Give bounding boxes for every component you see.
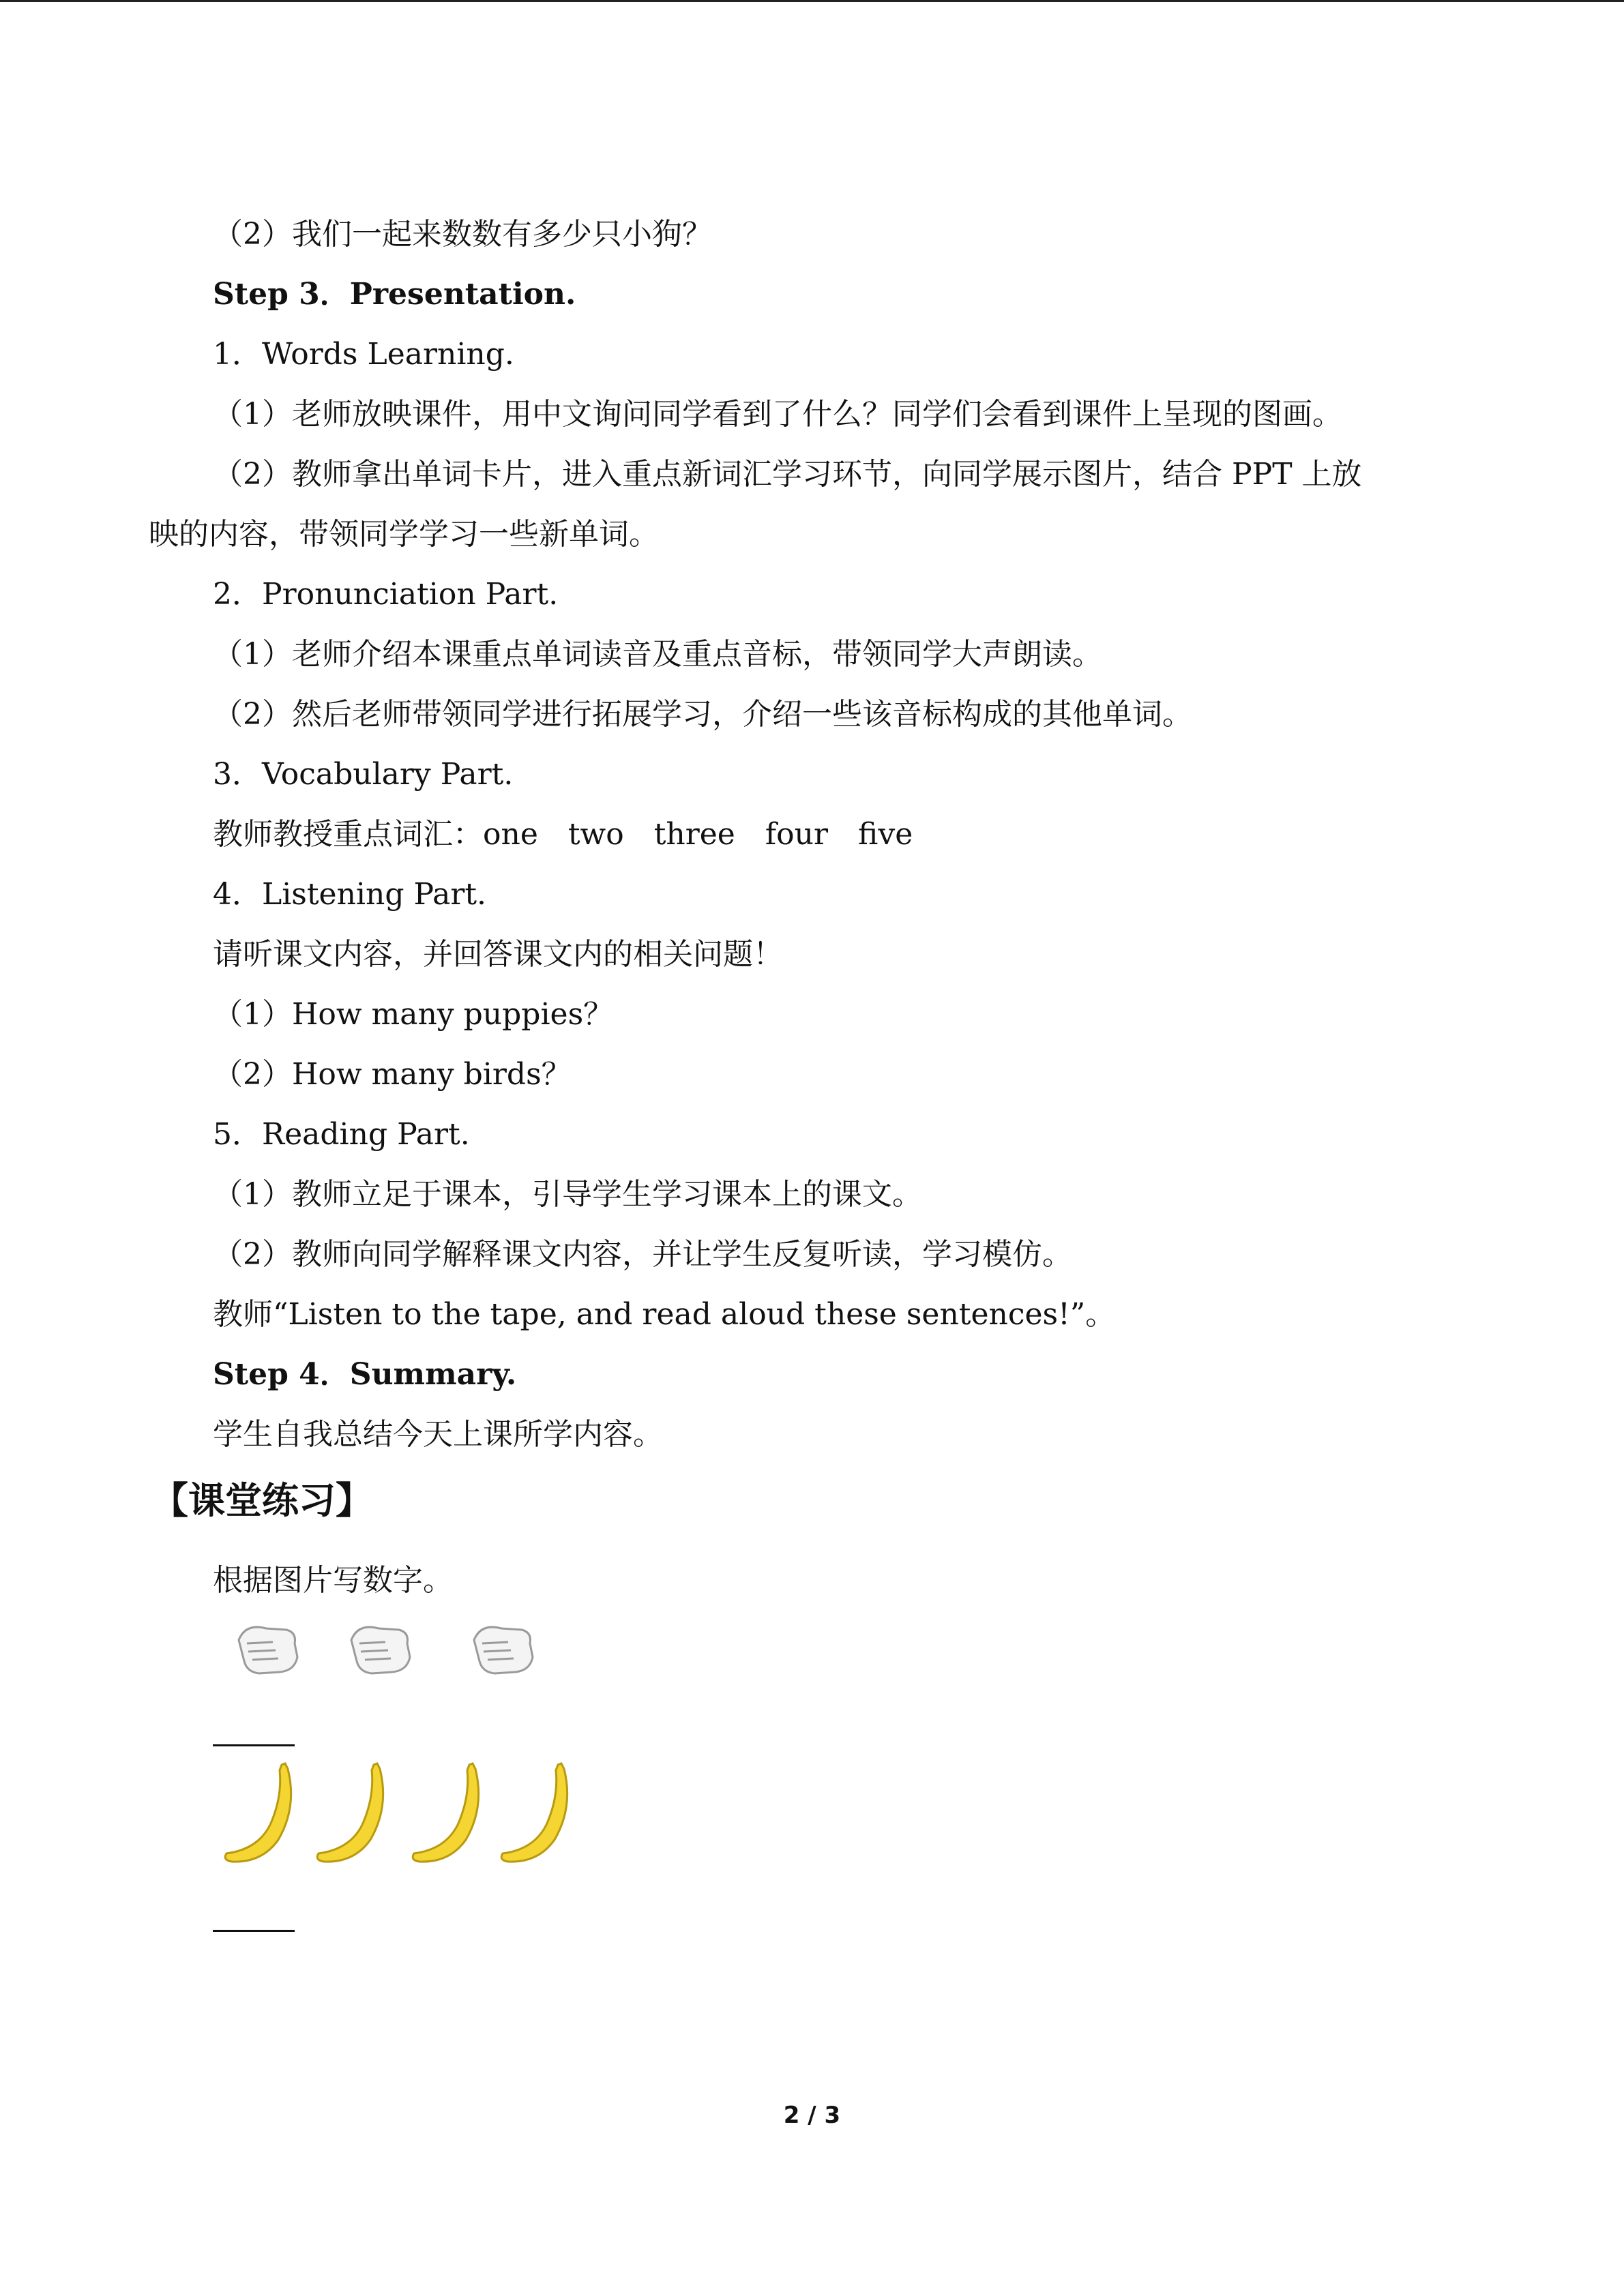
section-title: 4．Listening Part. xyxy=(213,877,487,912)
gloves-illustration xyxy=(232,1616,559,1678)
step-heading: Step 3．Presentation. xyxy=(213,277,576,312)
section-title: 2．Pronunciation Part. xyxy=(213,577,559,612)
glove-icon xyxy=(351,1627,410,1673)
section-title: 5．Reading Part. xyxy=(213,1117,470,1152)
banana-icon xyxy=(225,1763,291,1862)
text-line: 请听课文内容，并回答课文内的相关问题！ xyxy=(213,937,783,972)
vocab-word: four xyxy=(765,817,829,852)
vocabulary-prefix: 教师教授重点词汇： xyxy=(213,817,483,852)
vocab-word: five xyxy=(858,817,913,852)
vocab-word: two xyxy=(567,817,624,852)
answer-blank xyxy=(213,1744,295,1746)
text-line: 学生自我总结今天上课所学内容。 xyxy=(213,1417,663,1452)
question-line: （1）How many puppies？ xyxy=(213,997,614,1032)
text-line: （2）教师拿出单词卡片，进入重点新词汇学习环节，向同学展示图片，结合 PPT 上放 xyxy=(213,457,1362,492)
text-line: （1）老师介绍本课重点单词读音及重点音标，带领同学大声朗读。 xyxy=(213,637,1102,672)
question-line: （2）How many birds？ xyxy=(213,1057,572,1092)
vocabulary-line xyxy=(213,814,943,855)
page-top-border xyxy=(0,0,1624,2)
glove-icon xyxy=(474,1627,533,1673)
text-line: （2）教师向同学解释课文内容，并让学生反复听读，学习模仿。 xyxy=(213,1237,1072,1272)
text-line: （1）老师放映课件，用中文询问同学看到了什么？同学们会看到课件上呈现的图画。 xyxy=(213,397,1342,432)
banana-icon xyxy=(501,1763,567,1862)
exercise-instruction: 根据图片写数字。 xyxy=(213,1563,453,1598)
text-line: （2）我们一起来数数有多少只小狗？ xyxy=(213,217,712,252)
section-title: 1．Words Learning. xyxy=(213,337,514,372)
text-line: （1）教师立足于课本，引导学生学习课本上的课文。 xyxy=(213,1177,922,1212)
banana-icon xyxy=(317,1763,383,1862)
bananas-illustration xyxy=(217,1759,578,1868)
text-line: 教师“Listen to the tape, and read aloud these sentences!”。 xyxy=(213,1297,1116,1332)
answer-blank xyxy=(213,1930,295,1932)
vocab-word: one xyxy=(483,817,538,852)
section-title: 3．Vocabulary Part. xyxy=(213,757,514,792)
step-heading: Step 4．Summary. xyxy=(213,1357,517,1392)
exercise-heading: 【课堂练习】 xyxy=(151,1479,372,1522)
text-line: 映的内容，带领同学学习一些新单词。 xyxy=(149,517,659,552)
banana-icon xyxy=(413,1763,478,1862)
text-line: （2）然后老师带领同学进行拓展学习，介绍一些该音标构成的其他单词。 xyxy=(213,697,1192,732)
page-number: 2 / 3 xyxy=(783,2102,841,2129)
glove-icon xyxy=(239,1627,297,1673)
vocab-word: three xyxy=(653,817,735,852)
